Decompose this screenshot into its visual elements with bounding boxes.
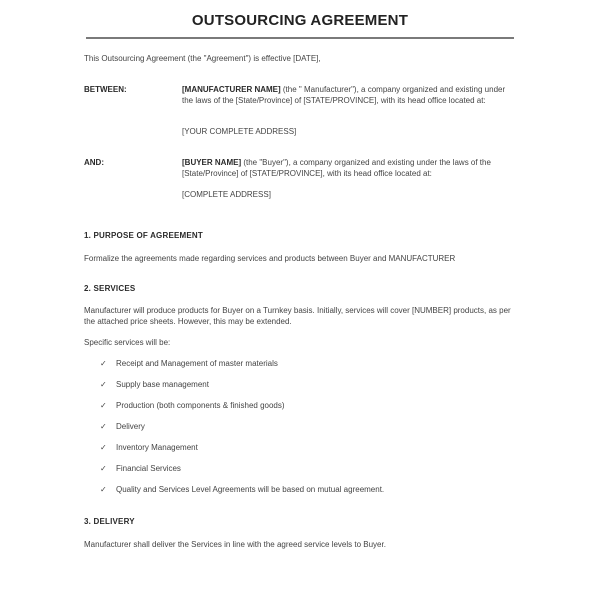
- services-list: [100, 358, 384, 505]
- intro-paragraph: This Outsourcing Agreement (the "Agreement") is effective [DATE],: [84, 54, 321, 63]
- checkmark-icon: ✓: [100, 401, 107, 410]
- list-item: ✓ Financial Services: [100, 464, 181, 473]
- buyer-party-paragraph: [182, 157, 514, 179]
- checkmark-icon: ✓: [100, 359, 107, 368]
- checkmark-icon: ✓: [100, 485, 107, 494]
- section-heading-purpose: 1. PURPOSE OF AGREEMENT: [84, 231, 203, 240]
- checkmark-icon: ✓: [100, 464, 107, 473]
- between-label: BETWEEN:: [84, 85, 127, 94]
- buyer-description: (the "Buyer"), a company organized and existing under the laws of the [State/Province] of [STATE/PROVINCE], with its head office located at:: [182, 158, 491, 178]
- manufacturer-party-paragraph: [182, 84, 514, 106]
- title-divider: [86, 37, 514, 39]
- checkmark-icon: ✓: [100, 443, 107, 452]
- section-body-services: Manufacturer will produce products for Buyer on a Turnkey basis. Initially, services will cover [NUMBER] products, as per the attached price sheets. However, this may be extended.: [84, 306, 511, 326]
- section-heading-delivery: 3. DELIVERY: [84, 517, 135, 526]
- list-item: ✓ Supply base management: [100, 380, 209, 389]
- checkmark-icon: ✓: [100, 380, 107, 389]
- list-item: ✓ Quality and Services Level Agreements will be based on mutual agreement.: [100, 485, 385, 494]
- list-item: ✓ Production (both components & finished goods): [100, 401, 285, 410]
- section-heading-services: 2. SERVICES: [84, 284, 136, 293]
- and-label: AND:: [84, 158, 104, 167]
- list-item: ✓ Receipt and Management of master materials: [100, 359, 278, 368]
- list-item: ✓ Inventory Management: [100, 443, 198, 452]
- buyer-address: [COMPLETE ADDRESS]: [182, 190, 271, 199]
- section-body-delivery: Manufacturer shall deliver the Services in line with the agreed service levels to Buyer.: [84, 540, 386, 549]
- list-item: ✓ Delivery: [100, 422, 145, 431]
- manufacturer-description: (the " Manufacturer"), a company organized and existing under the laws of the [State/Province] of [STATE/PROVINCE], with its head office located at:: [182, 85, 506, 105]
- manufacturer-address: [YOUR COMPLETE ADDRESS]: [182, 127, 297, 136]
- document-title: OUTSOURCING AGREEMENT: [191, 12, 409, 29]
- manufacturer-name: [MANUFACTURER NAME]: [182, 85, 281, 94]
- buyer-name: [BUYER NAME]: [182, 158, 242, 167]
- section-body-purpose: Formalize the agreements made regarding services and products between Buyer and MANUFACTURER: [84, 254, 456, 263]
- checkmark-icon: ✓: [100, 422, 107, 431]
- specific-services-intro: Specific services will be:: [84, 338, 171, 347]
